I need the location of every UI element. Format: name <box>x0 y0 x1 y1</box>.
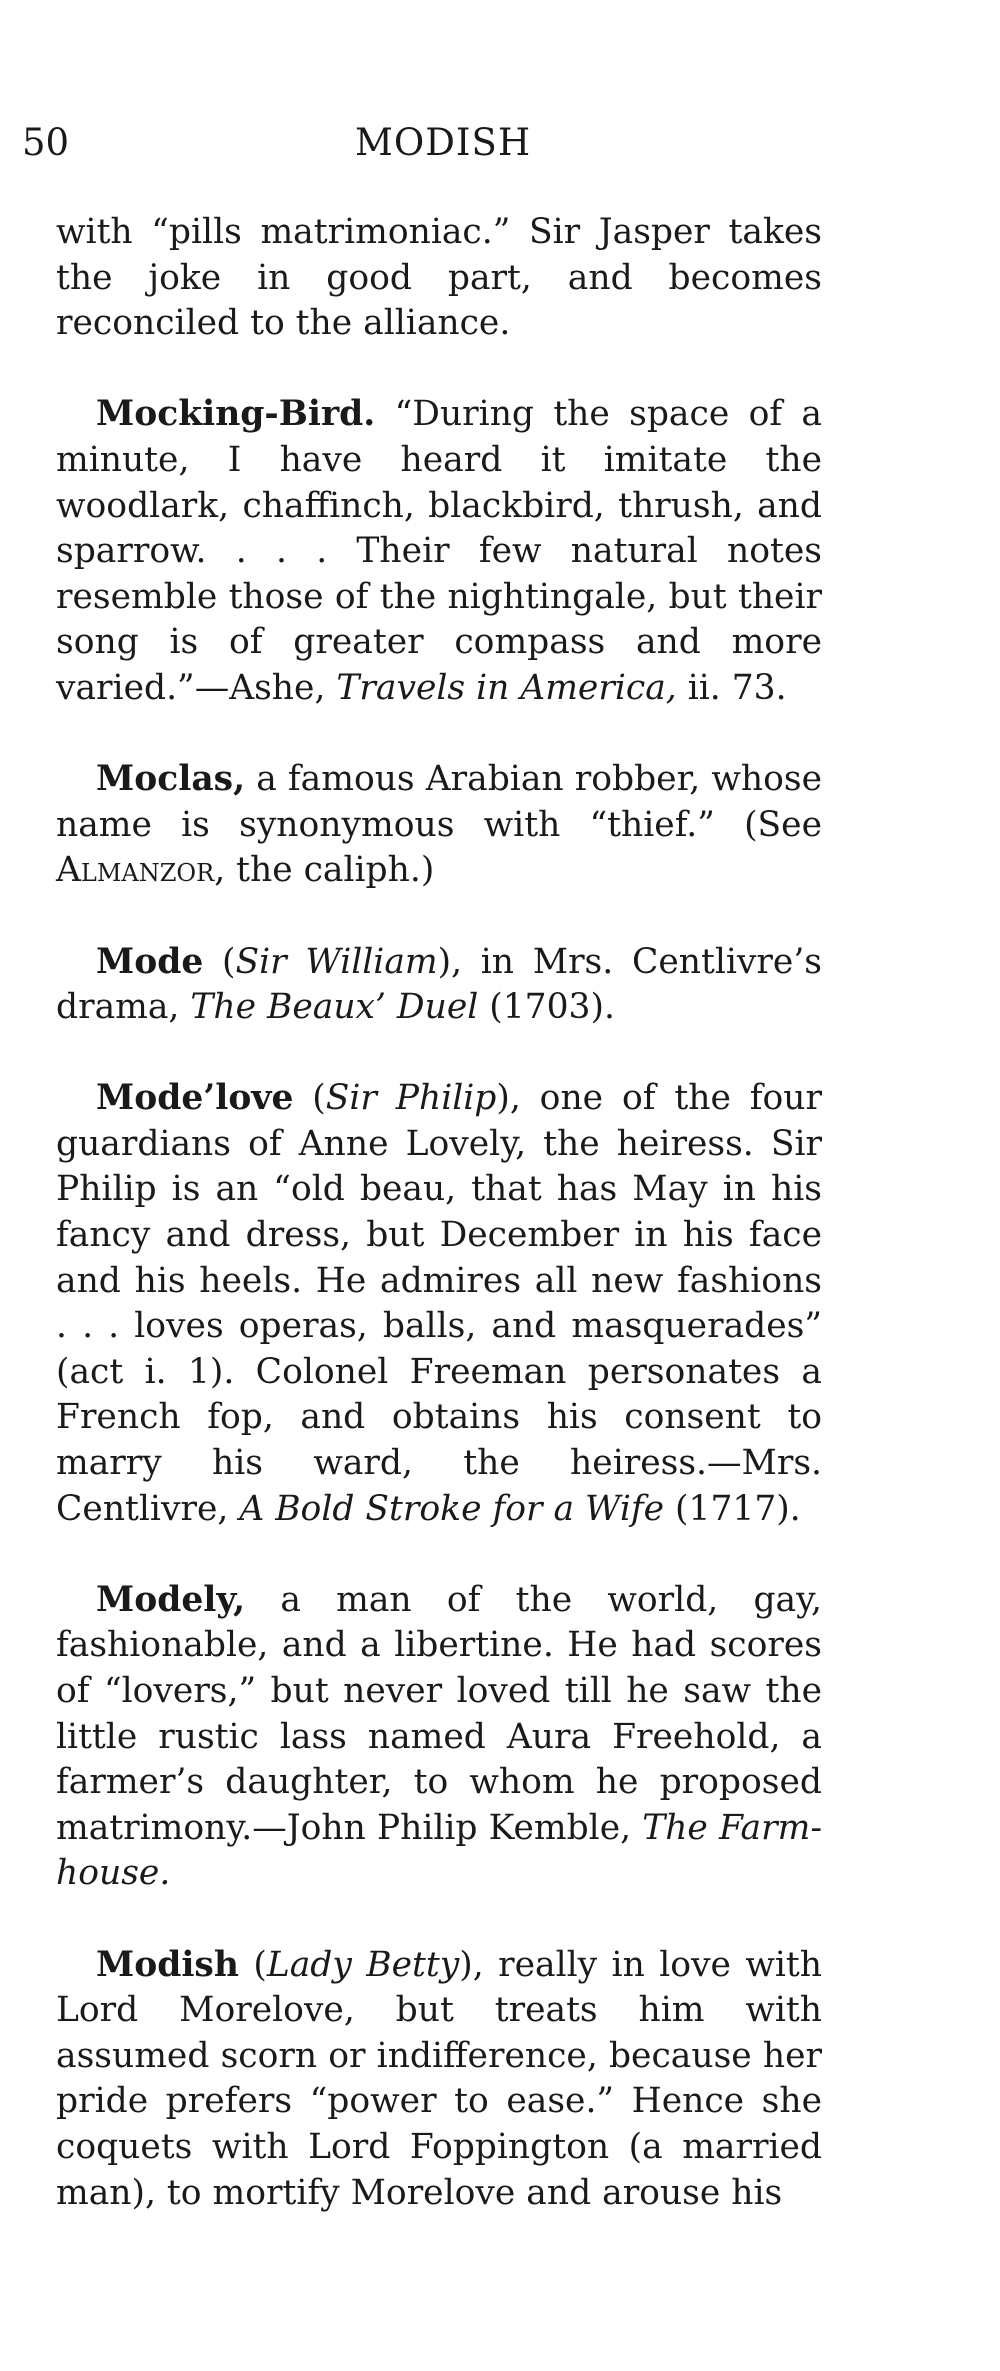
page-header <box>0 118 1000 168</box>
page-number: 50 <box>22 121 70 164</box>
entry-paragraph <box>56 1578 822 1897</box>
entry-text: ), really in love with Lord Morelove, but treats him with assumed scorn or indifference, because her pride prefers “power to ease.” Hence she coquets with Lord Foppington (a married man), to mortify Morelove and arouse his <box>56 1944 822 2213</box>
entry-modish <box>56 1943 822 2217</box>
entry-lead: ( <box>203 941 236 982</box>
qualifier: Lady Betty <box>266 1944 460 1985</box>
headword: Moclas, <box>96 759 246 800</box>
entry-tail: (1717). <box>664 1488 801 1529</box>
entry-moclas <box>56 757 822 894</box>
source-title: The Beaux’ Duel <box>190 987 479 1028</box>
entry-mocking-bird <box>56 392 822 711</box>
entry-lead: ( <box>238 1944 267 1985</box>
entry-paragraph <box>56 940 822 1031</box>
entry-modelove <box>56 1076 822 1532</box>
headword: Modish <box>96 1944 239 1985</box>
source-title: Travels in America, <box>336 667 677 708</box>
entry-modely <box>56 1578 822 1897</box>
entry-mode <box>56 940 822 1031</box>
headword: Mocking-Bird. <box>96 394 376 435</box>
qualifier: Sir William <box>235 941 438 982</box>
continuation-paragraph <box>56 210 822 347</box>
entry-lead: ( <box>293 1078 326 1119</box>
entry-text: a famous Arabian robber, whose name is synonymous with “thief.” (See <box>56 759 822 845</box>
headword: Modely, <box>96 1579 246 1620</box>
entry-paragraph <box>56 1076 822 1532</box>
entry-paragraph <box>56 1943 822 2217</box>
entry-paragraph <box>56 392 822 711</box>
entry-text: ), one of the four guardians of Anne Lovely, the heiress. Sir Philip is an “old beau, that has May in his fancy and dress, but December in his face and his heels. He admires all new fashions . . . loves operas, balls, and masquerades” (act i. 1). Colonel Freeman personates a French fop, and obtains his consent to marry his ward, the heiress.—Mrs. Centlivre, <box>56 1078 822 1529</box>
entry-tail: (1703). <box>478 987 615 1028</box>
source-title: A Bold Stroke for a Wife <box>239 1488 665 1529</box>
entry-tail: , the caliph.) <box>214 850 435 891</box>
headword: Mode <box>96 941 204 982</box>
entry-tail: ii. 73. <box>676 667 787 708</box>
running-head: MODISH <box>355 121 532 164</box>
source-title: The Farm-house. <box>56 1807 822 1894</box>
continuation-text: with “pills matrimoniac.” Sir Jasper takes the joke in good part, and becomes reconciled to the alliance. <box>56 212 822 344</box>
headword: Mode’love <box>96 1078 294 1119</box>
entry-text: ), in Mrs. Centlivre’s drama, <box>56 941 822 1028</box>
cross-reference: Almanzor <box>56 850 215 891</box>
entry-paragraph <box>56 757 822 894</box>
entry-text: “During the space of a minute, I have heard it imitate the woodlark, chaffinch, blackbird, thrush, and sparrow. . . . Their few natural notes resemble those of the nightingale, but their song is of greater compass and more varied.”—Ashe, <box>56 394 822 708</box>
entry-text: a man of the world, gay, fashionable, and a libertine. He had scores of “lovers,” but never loved till he saw the little rustic lass named Aura Freehold, a farmer’s daughter, to whom he proposed matrimony.—John Philip Kemble, <box>56 1579 822 1848</box>
dictionary-column <box>56 210 822 2262</box>
qualifier: Sir Philip <box>325 1078 497 1119</box>
